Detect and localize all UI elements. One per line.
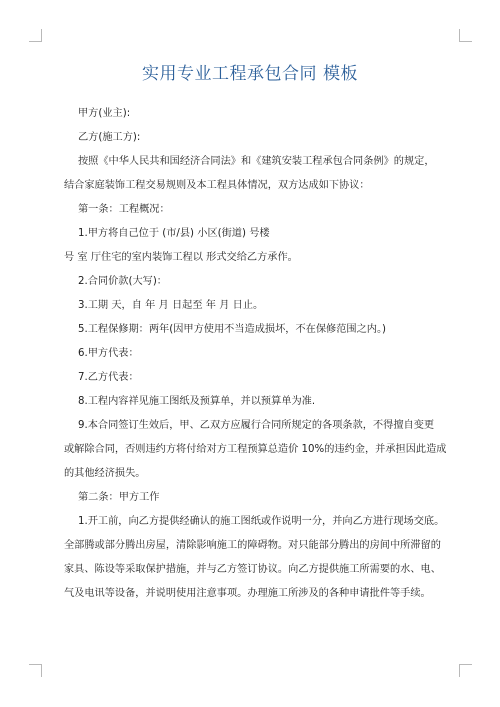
document-title: 实用专业工程承包合同 模板 [142, 64, 358, 84]
party-a-line: 甲方(业主): [78, 108, 131, 119]
article-1-item-7: 7.乙方代表： [78, 372, 139, 383]
article-1-item-2: 2.合同价款(大写)： [78, 276, 167, 287]
article-1-item-6: 6.甲方代表： [78, 348, 139, 359]
article-2-item-1-line-2: 全部腾或部分腾出房屋，清除影响施工的障碍物。对只能部分腾出的房间中所滞留的 [64, 540, 441, 551]
party-b-line: 乙方(施工方): [78, 132, 141, 143]
corner-mark-top-left [29, 29, 42, 42]
article-1-heading: 第一条：工程概况： [78, 204, 170, 215]
contract-body [64, 102, 456, 606]
article-1-item-1-line-2: 号 室 厅住宅的室内装饰工程以 形式交给乙方承作。 [64, 252, 298, 263]
article-1-item-3: 3.工期 天，自 年 月 日起至 年 月 日止。 [78, 300, 264, 311]
article-1-item-8: 8.工程内容祥见施工图纸及预算单，并以预算单为准. [78, 396, 316, 407]
corner-mark-bottom-left [29, 664, 42, 677]
article-1-item-1-line-1: 1.甲方将自己位于 (市/县) 小区(街道) 号楼 [78, 228, 270, 239]
preamble-line-1: 按照《中华人民共和国经济合同法》和《建筑安装工程承包合同条例》的规定， [78, 156, 435, 167]
corner-mark-top-right [459, 29, 472, 42]
article-2-item-1-line-3: 家具、陈设等采取保护措施，并与乙方签订协议。向乙方提供施工所需要的水、电、 [64, 564, 441, 575]
article-2-item-1-line-4: 气及电讯等设备，并说明使用注意事项。办理施工所涉及的各种申请批件等手续。 [64, 588, 431, 599]
article-1-item-9-line-1: 9.本合同签订生效后，甲、乙双方应履行合同所规定的各项条款，不得擅自变更 [78, 420, 435, 431]
article-2-heading: 第二条：甲方工作 [78, 492, 160, 503]
preamble-line-2: 结合家庭装饰工程交易规则及本工程具体情况，双方达成如下协议： [64, 180, 370, 191]
article-1-item-9-line-3: 的其他经济损失。 [64, 468, 146, 479]
article-1-item-5: 5.工程保修期：两年(因甲方使用不当造成损坏，不在保修范围之内。) [78, 324, 387, 335]
article-2-item-1-line-1: 1.开工前，向乙方提供经确认的施工图纸或作说明一分，并向乙方进行现场交底。 [78, 516, 445, 527]
corner-mark-bottom-right [459, 664, 472, 677]
article-1-item-9-line-2: 或解除合同，否则违约方将付给对方工程预算总造价 10%的违约金，并承担因此造成 [64, 444, 447, 455]
